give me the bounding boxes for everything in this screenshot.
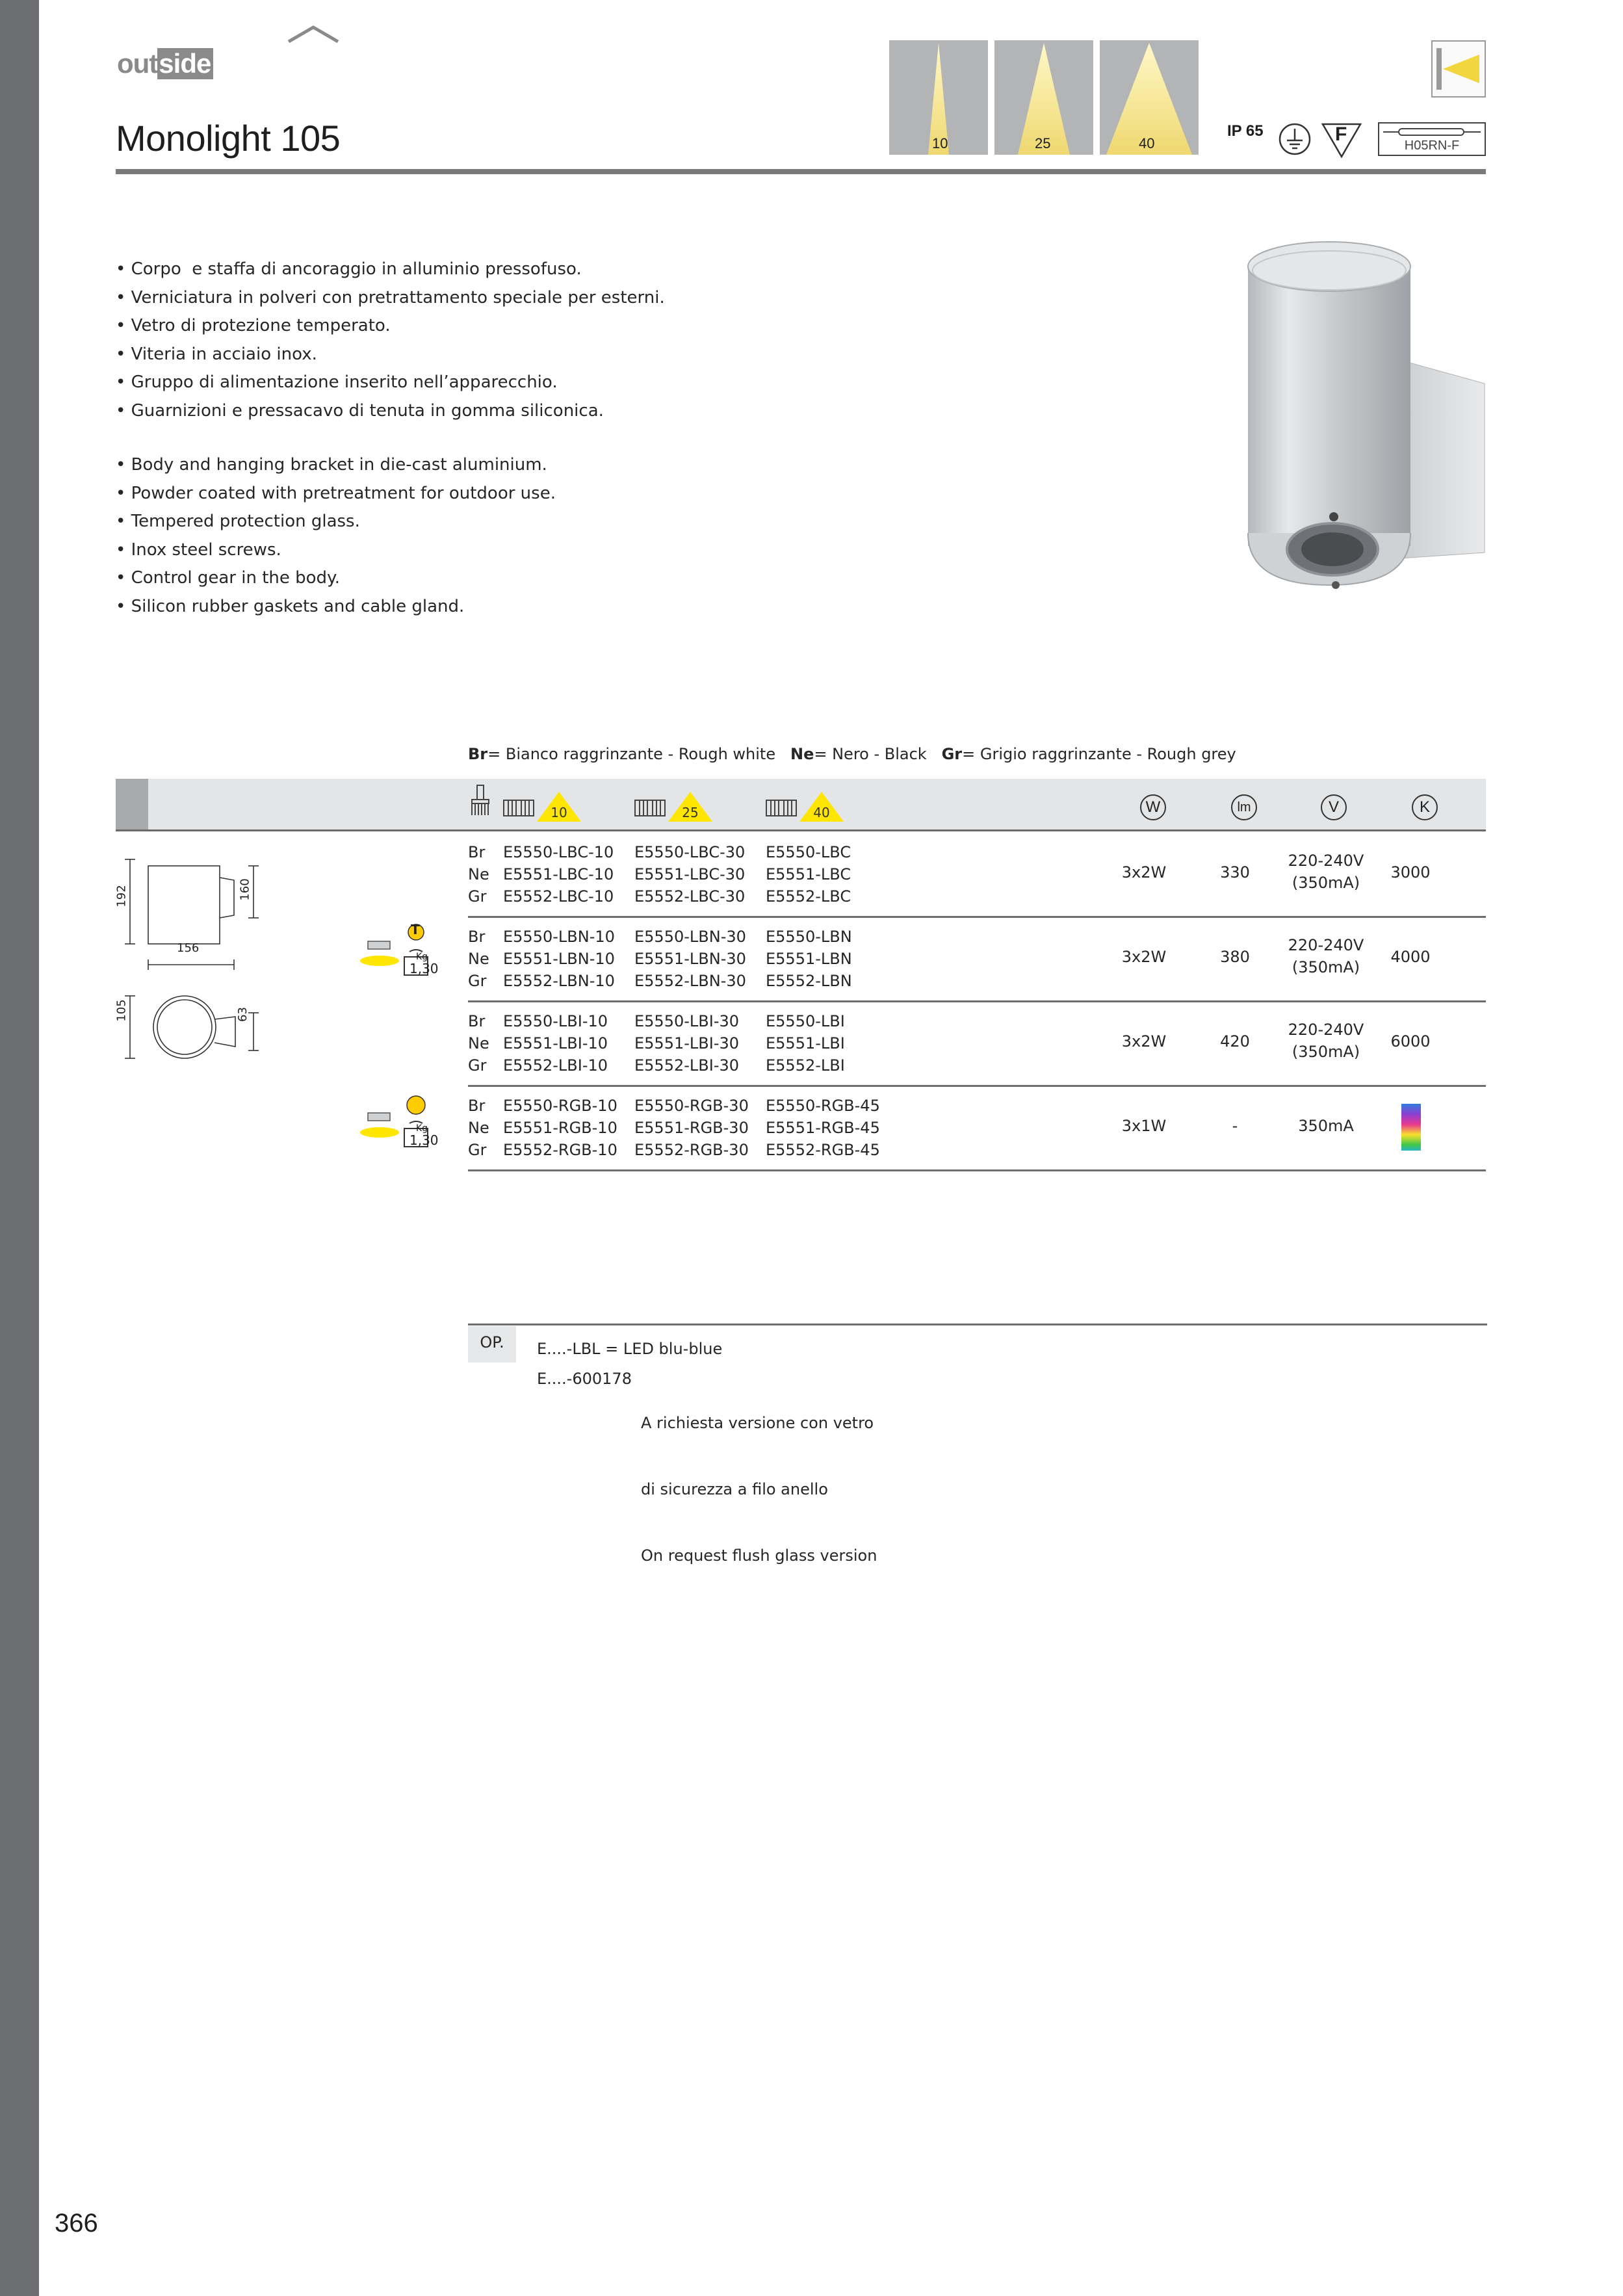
header-beam-25-label: 25 <box>682 805 699 820</box>
legend-br-key: Br <box>468 745 488 763</box>
desc-it-line: • Guarnizioni e pressacavo di tenuta in gomma siliconica. <box>116 400 604 421</box>
weight-value: 1,30 <box>409 1132 439 1148</box>
dim-height-body: 160 <box>238 878 252 901</box>
finish-code: Ne <box>468 865 489 883</box>
legend-gr-key: Gr <box>941 745 963 763</box>
logo-roof-icon <box>287 25 339 43</box>
article-code: E5551-LBN-10 <box>503 950 615 968</box>
article-code: E5550-LBI-10 <box>503 1012 608 1030</box>
product-group <box>468 832 1486 918</box>
article-code: E5552-LBI-30 <box>634 1056 740 1075</box>
article-code: E5552-RGB-45 <box>766 1141 880 1159</box>
header-beam-10-label: 10 <box>551 805 567 820</box>
watt-value: 3x2W <box>1121 863 1167 881</box>
dim-width: 156 <box>177 941 200 955</box>
article-code: E5551-RGB-45 <box>766 1119 880 1137</box>
desc-en-line: • Body and hanging bracket in die-cast aluminium. <box>116 455 547 475</box>
article-code: E5550-LBC-30 <box>634 843 746 861</box>
article-code: E5552-LBN <box>766 972 852 990</box>
finish-code: Gr <box>468 972 487 990</box>
product-group <box>468 1086 1486 1171</box>
option-600178-line: di sicurezza a filo anello <box>641 1480 828 1498</box>
article-code: E5551-LBI <box>766 1034 845 1052</box>
page-sidebar-bar <box>0 0 39 2296</box>
finish-brush-icon <box>469 784 493 818</box>
header-beam-10 <box>536 790 582 823</box>
beam-angle-tile-40 <box>1100 40 1199 155</box>
led-module-icon <box>503 800 534 816</box>
beam-label-25: 25 <box>1035 135 1051 151</box>
beam-label-40: 40 <box>1139 135 1155 151</box>
desc-it-line: • Corpo e staffa di ancoraggio in alluminio pressofuso. <box>116 259 582 279</box>
cable-type-label: H05RN-F <box>1404 138 1460 153</box>
wall-light-direction-icon <box>1431 40 1486 98</box>
led-module-icon <box>634 800 666 816</box>
lumen-value: 420 <box>1220 1032 1250 1050</box>
voltage-value: 220-240V <box>1288 936 1364 954</box>
article-code: E5551-LBC-10 <box>503 865 614 883</box>
page-number: 366 <box>55 2209 98 2237</box>
lumen-column-icon: lm <box>1231 794 1257 820</box>
article-code: E5550-RGB-45 <box>766 1097 880 1115</box>
desc-en-line: • Inox steel screws. <box>116 540 281 560</box>
volt-column-icon: V <box>1321 794 1347 820</box>
option-600178-code: E....-600178 <box>537 1370 632 1388</box>
desc-it-line: • Viteria in acciaio inox. <box>116 344 317 364</box>
article-code: E5550-LBC-10 <box>503 843 614 861</box>
product-group <box>468 917 1486 1002</box>
article-code: E5552-LBC <box>766 887 851 906</box>
article-code: E5551-LBN <box>766 950 852 968</box>
watt-value: 3x2W <box>1121 948 1167 966</box>
finish-legend <box>468 745 1236 763</box>
article-code: E5550-LBN-30 <box>634 928 746 946</box>
beam-angle-tile-25 <box>994 40 1093 155</box>
article-code: E5551-LBI-10 <box>503 1034 608 1052</box>
header-beam-40-label: 40 <box>813 805 830 820</box>
article-code: E5551-LBC <box>766 865 851 883</box>
options-divider <box>468 1324 1487 1325</box>
cable-icon <box>1379 125 1485 139</box>
wall-mount-icon-group-t <box>357 923 448 1001</box>
led-module-icon <box>766 800 797 816</box>
title-divider <box>116 169 1486 174</box>
finish-code: Br <box>468 1012 486 1030</box>
page-title: Monolight 105 <box>116 118 341 159</box>
rgb-color-swatch <box>1401 1104 1421 1151</box>
article-code: E5551-LBI-30 <box>634 1034 740 1052</box>
current-value: (350mA) <box>1292 958 1360 976</box>
option-600178-desc <box>641 1368 877 1589</box>
current-value: (350mA) <box>1292 1043 1360 1061</box>
lumen-value: 380 <box>1220 948 1250 966</box>
legend-ne-key: Ne <box>790 745 814 763</box>
watt-value: 3x2W <box>1121 1032 1167 1050</box>
watt-column-icon: W <box>1140 794 1166 820</box>
weight-unit: Kg <box>416 1123 428 1134</box>
finish-code: Ne <box>468 1119 489 1137</box>
desc-en-line: • Silicon rubber gaskets and cable gland. <box>116 596 465 616</box>
wall-mount-rgb-icon <box>357 1092 448 1170</box>
legend-br-text: = Bianco raggrinzante - Rough white <box>487 745 776 763</box>
desc-en-line: • Tempered protection glass. <box>116 512 360 531</box>
article-code: E5552-RGB-30 <box>634 1141 749 1159</box>
table-header-divider <box>116 829 1486 831</box>
article-code: E5552-LBI-10 <box>503 1056 608 1075</box>
header-beam-40 <box>798 790 845 823</box>
description-english <box>116 451 556 621</box>
f-mark-label: F <box>1335 124 1347 145</box>
finish-code: Gr <box>468 887 487 906</box>
article-code: E5550-RGB-10 <box>503 1097 617 1115</box>
kelvin-value: 4000 <box>1390 948 1431 966</box>
beam-angle-tile-10 <box>889 40 988 155</box>
finish-code: Gr <box>468 1056 487 1075</box>
ip-rating: IP 65 <box>1227 122 1264 140</box>
article-code: E5552-LBC-30 <box>634 887 746 906</box>
finish-code: Br <box>468 843 486 861</box>
legend-gr-text: = Grigio raggrinzante - Rough grey <box>962 745 1236 763</box>
desc-it-line: • Vetro di protezione temperato. <box>116 316 391 335</box>
desc-en-line: • Control gear in the body. <box>116 568 340 588</box>
desc-en-line: • Powder coated with pretreatment for outdoor use. <box>116 483 556 503</box>
finish-code: Ne <box>468 950 489 968</box>
beam-label-10: 10 <box>932 135 948 151</box>
article-code: E5551-LBC-30 <box>634 865 746 883</box>
article-code: E5550-LBI-30 <box>634 1012 740 1030</box>
article-code: E5552-LBN-10 <box>503 972 615 990</box>
option-600178-line: On request flush glass version <box>641 1546 877 1565</box>
weight-value: 1,30 <box>409 961 439 976</box>
article-code: E5550-LBN <box>766 928 852 946</box>
cable-type-box <box>1378 122 1486 156</box>
dimension-drawings <box>116 858 285 1073</box>
logo-suffix: side <box>157 48 213 79</box>
weight-unit: Kg <box>416 952 428 962</box>
article-code: E5551-RGB-30 <box>634 1119 749 1137</box>
legend-ne-text: = Nero - Black <box>814 745 927 763</box>
article-code: E5552-RGB-10 <box>503 1141 617 1159</box>
article-code: E5550-RGB-30 <box>634 1097 749 1115</box>
dim-diameter: 105 <box>114 999 129 1022</box>
article-code: E5552-LBC-10 <box>503 887 614 906</box>
finish-code: Ne <box>468 1034 489 1052</box>
t-mark: T <box>411 922 420 937</box>
finish-code: Br <box>468 1097 486 1115</box>
current-value: (350mA) <box>1292 874 1360 892</box>
watt-value: 3x1W <box>1121 1117 1167 1135</box>
finish-code: Br <box>468 928 486 946</box>
article-code: E5551-LBN-30 <box>634 950 746 968</box>
kelvin-value: 6000 <box>1390 1032 1431 1050</box>
kelvin-value: 3000 <box>1390 863 1431 881</box>
article-code: E5550-LBN-10 <box>503 928 615 946</box>
voltage-value: 220-240V <box>1288 1021 1364 1039</box>
wall-mount-icon-group-rgb <box>357 1092 448 1170</box>
option-600178-line: A richiesta versione con vetro <box>641 1414 874 1432</box>
desc-it-line: • Gruppo di alimentazione inserito nell’apparecchio. <box>116 372 558 392</box>
product-photo <box>1222 221 1495 624</box>
article-code: E5551-RGB-10 <box>503 1119 617 1137</box>
description-italian <box>116 255 665 425</box>
article-code: E5550-LBI <box>766 1012 845 1030</box>
product-group <box>468 1001 1486 1087</box>
logo-prefix: out <box>117 48 158 79</box>
voltage-value: 220-240V <box>1288 852 1364 870</box>
kelvin-column-icon: K <box>1412 794 1438 820</box>
lumen-value: 330 <box>1220 863 1250 881</box>
finish-code: Gr <box>468 1141 487 1159</box>
lumen-value: - <box>1232 1117 1238 1135</box>
desc-it-line: • Verniciatura in polveri con pretrattamento speciale per esterni. <box>116 287 665 307</box>
option-lbl: E....-LBL = LED blu-blue <box>537 1340 723 1358</box>
voltage-value: 350mA <box>1298 1117 1354 1135</box>
header-beam-25 <box>667 790 714 823</box>
options-label: OP. <box>468 1326 516 1363</box>
dim-depth: 63 <box>235 1007 250 1022</box>
article-code: E5552-LBI <box>766 1056 845 1075</box>
brand-logo <box>117 40 213 79</box>
dim-height-total: 192 <box>114 885 129 907</box>
article-code: E5550-LBC <box>766 843 851 861</box>
article-code: E5552-LBN-30 <box>634 972 746 990</box>
class-i-earth-icon <box>1278 122 1312 156</box>
